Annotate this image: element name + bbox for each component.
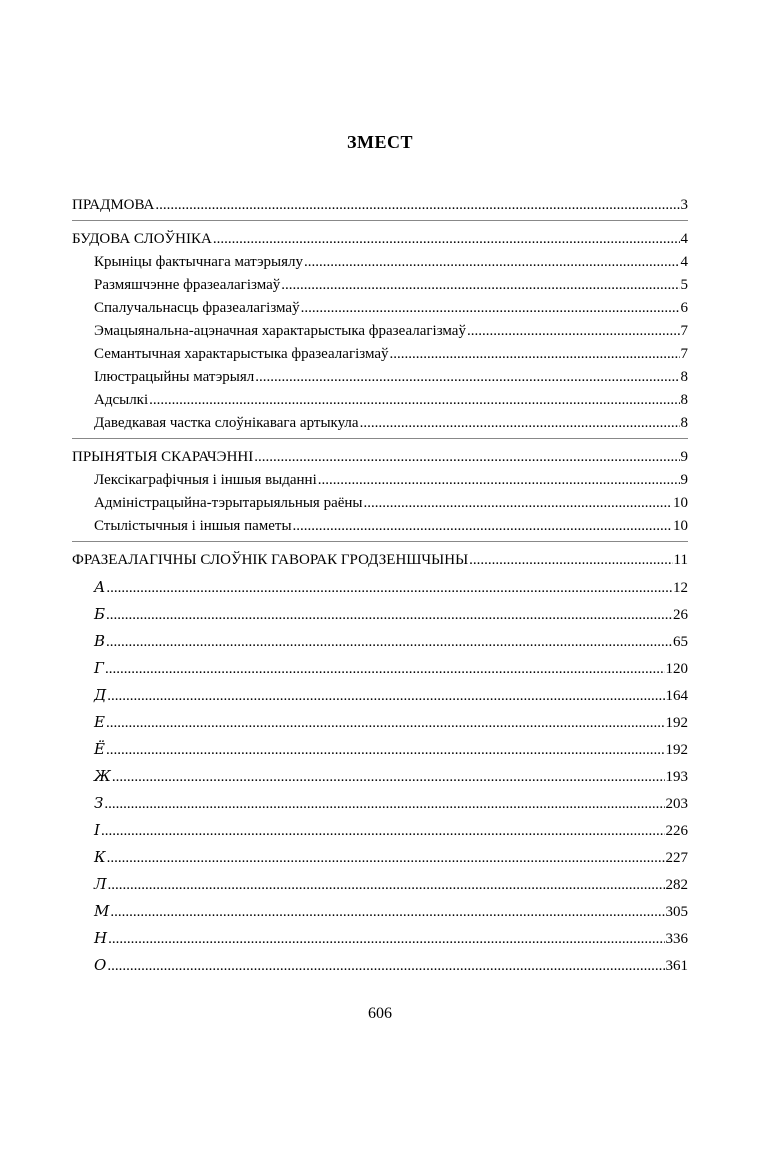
toc-letter-entry[interactable] — [94, 819, 688, 841]
toc-entry-page: 8 — [680, 369, 688, 385]
toc-entry-label: Адміністрацыйна-тэрытарыяльныя раёны — [94, 495, 363, 511]
toc-entry-label: К — [94, 848, 106, 866]
toc-entry-page: 192 — [665, 715, 688, 731]
toc-subsection-entry[interactable] — [94, 492, 688, 514]
toc-leader-dots — [106, 631, 672, 653]
toc-leader-dots — [281, 274, 679, 296]
toc-letter-entry[interactable] — [94, 711, 688, 733]
toc-leader-dots — [390, 343, 680, 365]
toc-entry-page: 164 — [665, 688, 688, 704]
toc-leader-dots — [107, 955, 664, 977]
toc-entry-page: 9 — [680, 449, 688, 465]
toc-entry-page: 8 — [680, 415, 688, 431]
toc-subsection-entry[interactable] — [94, 412, 688, 434]
toc-leader-dots — [360, 412, 680, 434]
toc-leader-dots — [101, 820, 665, 842]
toc-entry-label: Л — [94, 875, 107, 893]
toc-entry-label: БУДОВА СЛОЎНІКА — [72, 231, 212, 247]
toc-entry-label: Н — [94, 929, 108, 947]
toc-entry-page: 10 — [673, 495, 688, 511]
toc-letter-entry[interactable] — [94, 657, 688, 679]
toc-entry-page: 227 — [665, 850, 688, 866]
toc-subsection-entry[interactable] — [94, 297, 688, 319]
toc-entry-page: 4 — [680, 254, 688, 270]
toc-section-entry[interactable] — [72, 549, 688, 571]
toc-entry-page: 7 — [680, 346, 688, 362]
toc-leader-dots — [304, 251, 679, 273]
toc-subsection-entry[interactable] — [94, 343, 688, 365]
toc-letter-entry[interactable] — [94, 738, 688, 760]
toc-entry-label: А — [94, 578, 106, 596]
toc-entry-page: 120 — [665, 661, 688, 677]
toc-leader-dots — [107, 685, 664, 707]
toc-subsection-entry[interactable] — [94, 366, 688, 388]
toc-letter-entry[interactable] — [94, 684, 688, 706]
toc-leader-dots — [107, 847, 665, 869]
toc-entry-label: Е — [94, 713, 105, 731]
toc-entry-page: 9 — [680, 472, 688, 488]
toc-leader-dots — [254, 446, 679, 468]
toc-entry-label: Б — [94, 605, 106, 623]
toc-entry-page: 65 — [673, 634, 688, 650]
toc-leader-dots — [255, 366, 679, 388]
toc-entry-page: 10 — [673, 518, 688, 534]
toc-letter-entry[interactable] — [94, 927, 688, 949]
toc-entry-label: Размяшчэнне фразеалагізмаў — [94, 277, 281, 293]
toc-letter-entry[interactable] — [94, 873, 688, 895]
toc-entry-label: Ілюстрацыйны матэрыял — [94, 369, 255, 385]
toc-entry-page: 12 — [673, 580, 688, 596]
toc-letter-entry[interactable] — [94, 846, 688, 868]
toc-leader-dots — [105, 658, 665, 680]
toc-entry-page: 361 — [665, 958, 688, 974]
toc-letter-entry[interactable] — [94, 576, 688, 598]
toc-entry-label: ФРАЗЕАЛАГІЧНЫ СЛОЎНІК ГАВОРАК ГРОДЗЕНШЧЫНЫ — [72, 552, 469, 568]
toc-entry-label: В — [94, 632, 106, 650]
toc-subsection-entry[interactable] — [94, 320, 688, 342]
toc-entry-label: Семантычная характарыстыка фразеалагізмаў — [94, 346, 389, 362]
toc-entry-label: Эмацыянальна-ацэначная характарыстыка фразеалагізмаў — [94, 323, 466, 339]
toc-leader-dots — [106, 712, 665, 734]
toc-entry-label: Лексікаграфічныя і іншыя выданні — [94, 472, 317, 488]
toc-subsection-entry[interactable] — [94, 515, 688, 537]
toc-entry-label: І — [94, 821, 100, 839]
toc-entry-page: 336 — [665, 931, 688, 947]
section-divider — [72, 438, 688, 439]
toc-leader-dots — [108, 928, 664, 950]
toc-subsection-entry[interactable] — [94, 251, 688, 273]
section-divider — [72, 541, 688, 542]
toc-entry-page: 305 — [665, 904, 688, 920]
toc-entry-label: Ж — [94, 767, 111, 785]
toc-section-entry[interactable] — [72, 194, 688, 216]
toc-subsection-entry[interactable] — [94, 389, 688, 411]
toc-leader-dots — [106, 577, 672, 599]
toc-leader-dots — [106, 604, 672, 626]
toc-entry-page: 282 — [665, 877, 688, 893]
page-number: 606 — [368, 1005, 392, 1022]
toc-leader-dots — [155, 194, 679, 216]
toc-entry-label: Крыніцы фактычнага матэрыялу — [94, 254, 304, 270]
toc-leader-dots — [112, 766, 665, 788]
toc-entry-label: Д — [94, 686, 107, 704]
toc-entry-label: Даведкавая частка слоўнікавага артыкула — [94, 415, 359, 431]
toc-subsection-entry[interactable] — [94, 274, 688, 296]
toc-entry-label: Стылістычныя і іншыя паметы — [94, 518, 292, 534]
toc-letter-entry[interactable] — [94, 954, 688, 976]
toc-leader-dots — [364, 492, 672, 514]
toc-entry-page: 8 — [680, 392, 688, 408]
page-title: ЗМЕСТ — [346, 132, 413, 152]
toc-entry-label: М — [94, 902, 110, 920]
toc-leader-dots — [106, 739, 665, 761]
toc-section-entry[interactable] — [72, 228, 688, 250]
toc-letter-entry[interactable] — [94, 630, 688, 652]
toc-entry-page: 6 — [680, 300, 688, 316]
section-divider — [72, 220, 688, 221]
toc-leader-dots — [301, 297, 680, 319]
toc-entry-label: Спалучальнасць фразеалагізмаў — [94, 300, 300, 316]
toc-leader-dots — [149, 389, 679, 411]
toc-leader-dots — [293, 515, 672, 537]
toc-entry-label: Адсылкі — [94, 392, 149, 408]
toc-entry-page: 4 — [680, 231, 688, 247]
toc-leader-dots — [318, 469, 680, 491]
toc-entry-page: 3 — [680, 197, 688, 213]
toc-entry-page: 11 — [673, 552, 688, 568]
toc-leader-dots — [108, 874, 665, 896]
toc-entry-page: 26 — [673, 607, 688, 623]
toc-entry-label: Ё — [94, 740, 105, 758]
toc-letter-entry[interactable] — [94, 765, 688, 787]
toc-leader-dots — [110, 901, 664, 923]
toc-entry-page: 7 — [680, 323, 688, 339]
toc-entry-label: ПРЫНЯТЫЯ СКАРАЧЭННІ — [72, 449, 254, 465]
toc-section-entry[interactable] — [72, 446, 688, 468]
toc-entry-label: Г — [94, 659, 104, 677]
toc-entry-page: 203 — [665, 796, 688, 812]
toc-entry-page: 193 — [665, 769, 688, 785]
toc-entry-label: ПРАДМОВА — [72, 197, 155, 213]
toc-leader-dots — [469, 549, 672, 571]
toc-leader-dots — [467, 320, 680, 342]
toc-leader-dots — [104, 793, 664, 815]
toc-entry-page: 5 — [680, 277, 688, 293]
toc-leader-dots — [213, 228, 680, 250]
toc-letter-entry[interactable] — [94, 603, 688, 625]
toc-subsection-entry[interactable] — [94, 469, 688, 491]
toc-entry-page: 192 — [665, 742, 688, 758]
toc-entry-page: 226 — [665, 823, 688, 839]
toc-entry-label: З — [94, 794, 104, 812]
toc-letter-entry[interactable] — [94, 900, 688, 922]
toc-entry-label: О — [94, 956, 107, 974]
toc-letter-entry[interactable] — [94, 792, 688, 814]
